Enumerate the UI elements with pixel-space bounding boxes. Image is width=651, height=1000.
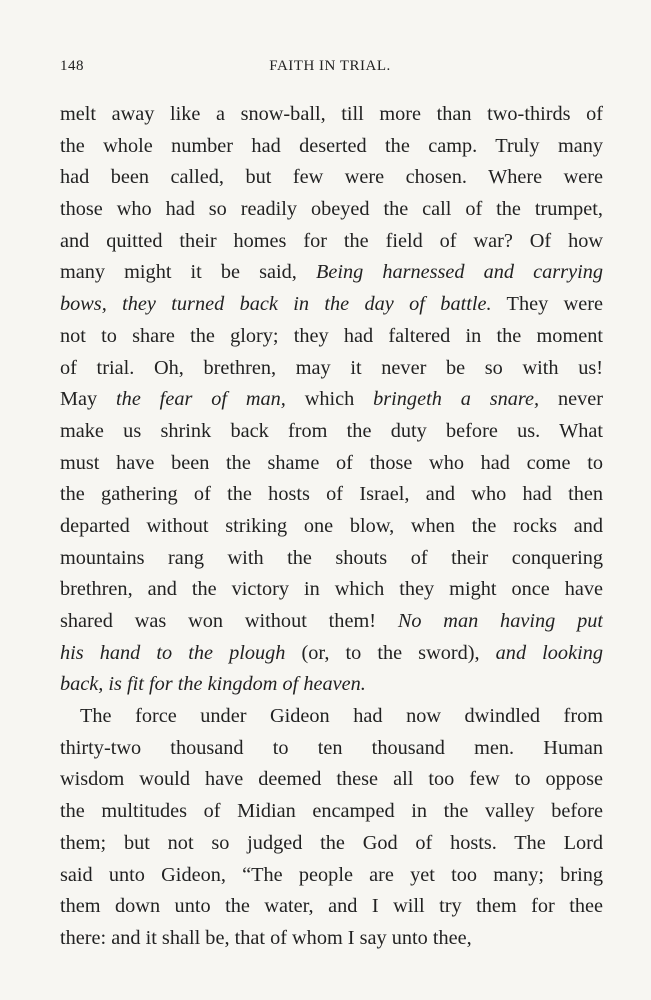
text-line: [60, 289, 603, 321]
text-run: them; but not so judged the God of hosts. The Lord: [60, 831, 603, 854]
text-run: said unto Gideon, “The people are yet too many; bring: [60, 863, 603, 886]
text-run: there: and it shall be, that of whom I say unto thee,: [60, 926, 472, 949]
paragraph: [60, 99, 603, 701]
text-line: [60, 257, 603, 289]
text-run: not to share the glory; they had faltered in the moment: [60, 324, 603, 347]
text-run: The force under Gideon had now dwindled from: [80, 705, 603, 728]
text-line: [60, 194, 603, 226]
italic-text: his hand to the plough: [60, 641, 286, 664]
text-run: (or, to the sword),: [285, 641, 496, 664]
running-head: [60, 58, 600, 82]
text-run: thirty-two thousand to ten thousand men. Human: [60, 736, 603, 759]
text-run: May: [60, 388, 117, 411]
text-run: must have been the shame of those who had come to: [60, 451, 603, 474]
text-line: [60, 638, 603, 670]
text-run: melt away like a snow-ball, till more than two-thirds of: [60, 103, 603, 125]
text-line: [60, 733, 603, 765]
paragraph: [60, 701, 603, 955]
text-line: [60, 891, 603, 923]
text-line: [60, 669, 603, 701]
italic-text: the fear of man,: [116, 388, 286, 411]
italic-text: and looking: [495, 641, 603, 664]
text-run: which: [285, 388, 374, 411]
text-line: [60, 226, 603, 258]
text-line: [60, 99, 603, 131]
text-line: [60, 606, 603, 638]
text-run: mountains rang with the shouts of their conquering: [60, 546, 603, 569]
text-line: [60, 543, 603, 575]
text-line: [60, 923, 603, 955]
page-number: 148: [60, 58, 84, 74]
text-run: the multitudes of Midian encamped in the valley before: [60, 800, 603, 823]
text-line: [60, 701, 603, 733]
text-run: shared was won without them!: [60, 610, 398, 632]
text-run: never: [539, 388, 603, 411]
text-line: [60, 131, 603, 163]
text-line: [60, 796, 603, 828]
text-line: [60, 511, 603, 543]
text-run: brethren, and the victory in which they might once have: [60, 578, 603, 601]
text-line: [60, 479, 603, 511]
italic-text: bows, they turned back in the day of battle.: [60, 293, 492, 316]
italic-text: No man having put: [397, 610, 603, 632]
running-title: FAITH IN TRIAL.: [269, 58, 391, 74]
text-run: wisdom would have deemed these all too few to oppose: [60, 768, 603, 791]
italic-text: back, is fit for the kingdom of heaven.: [60, 673, 366, 696]
text-line: [60, 764, 603, 796]
text-line: [60, 162, 603, 194]
text-run: the gathering of the hosts of Israel, and who had then: [60, 483, 603, 506]
text-line: [60, 384, 603, 416]
text-run: and quitted their homes for the field of war? Of how: [60, 229, 603, 252]
text-run: many might it be said,: [60, 261, 316, 284]
text-line: [60, 448, 603, 480]
text-run: departed without striking one blow, when the rocks and: [60, 514, 603, 537]
text-run: had been called, but few were chosen. Where were: [60, 166, 603, 189]
text-run: They were: [491, 293, 603, 316]
text-run: make us shrink back from the duty before us. What: [60, 419, 603, 442]
text-run: those who had so readily obeyed the call of the trumpet,: [60, 198, 603, 221]
text-line: [60, 574, 603, 606]
text-line: [60, 416, 603, 448]
italic-text: bringeth a snare,: [373, 388, 540, 411]
italic-text: Being harnessed and carrying: [315, 261, 603, 284]
body-text: [60, 99, 603, 955]
text-line: [60, 353, 603, 385]
text-line: [60, 321, 603, 353]
text-run: of trial. Oh, brethren, may it never be so with us!: [60, 356, 603, 379]
text-run: them down unto the water, and I will try them for thee: [60, 895, 603, 918]
text-line: [60, 860, 603, 892]
text-run: the whole number had deserted the camp. Truly many: [60, 134, 603, 157]
text-line: [60, 828, 603, 860]
